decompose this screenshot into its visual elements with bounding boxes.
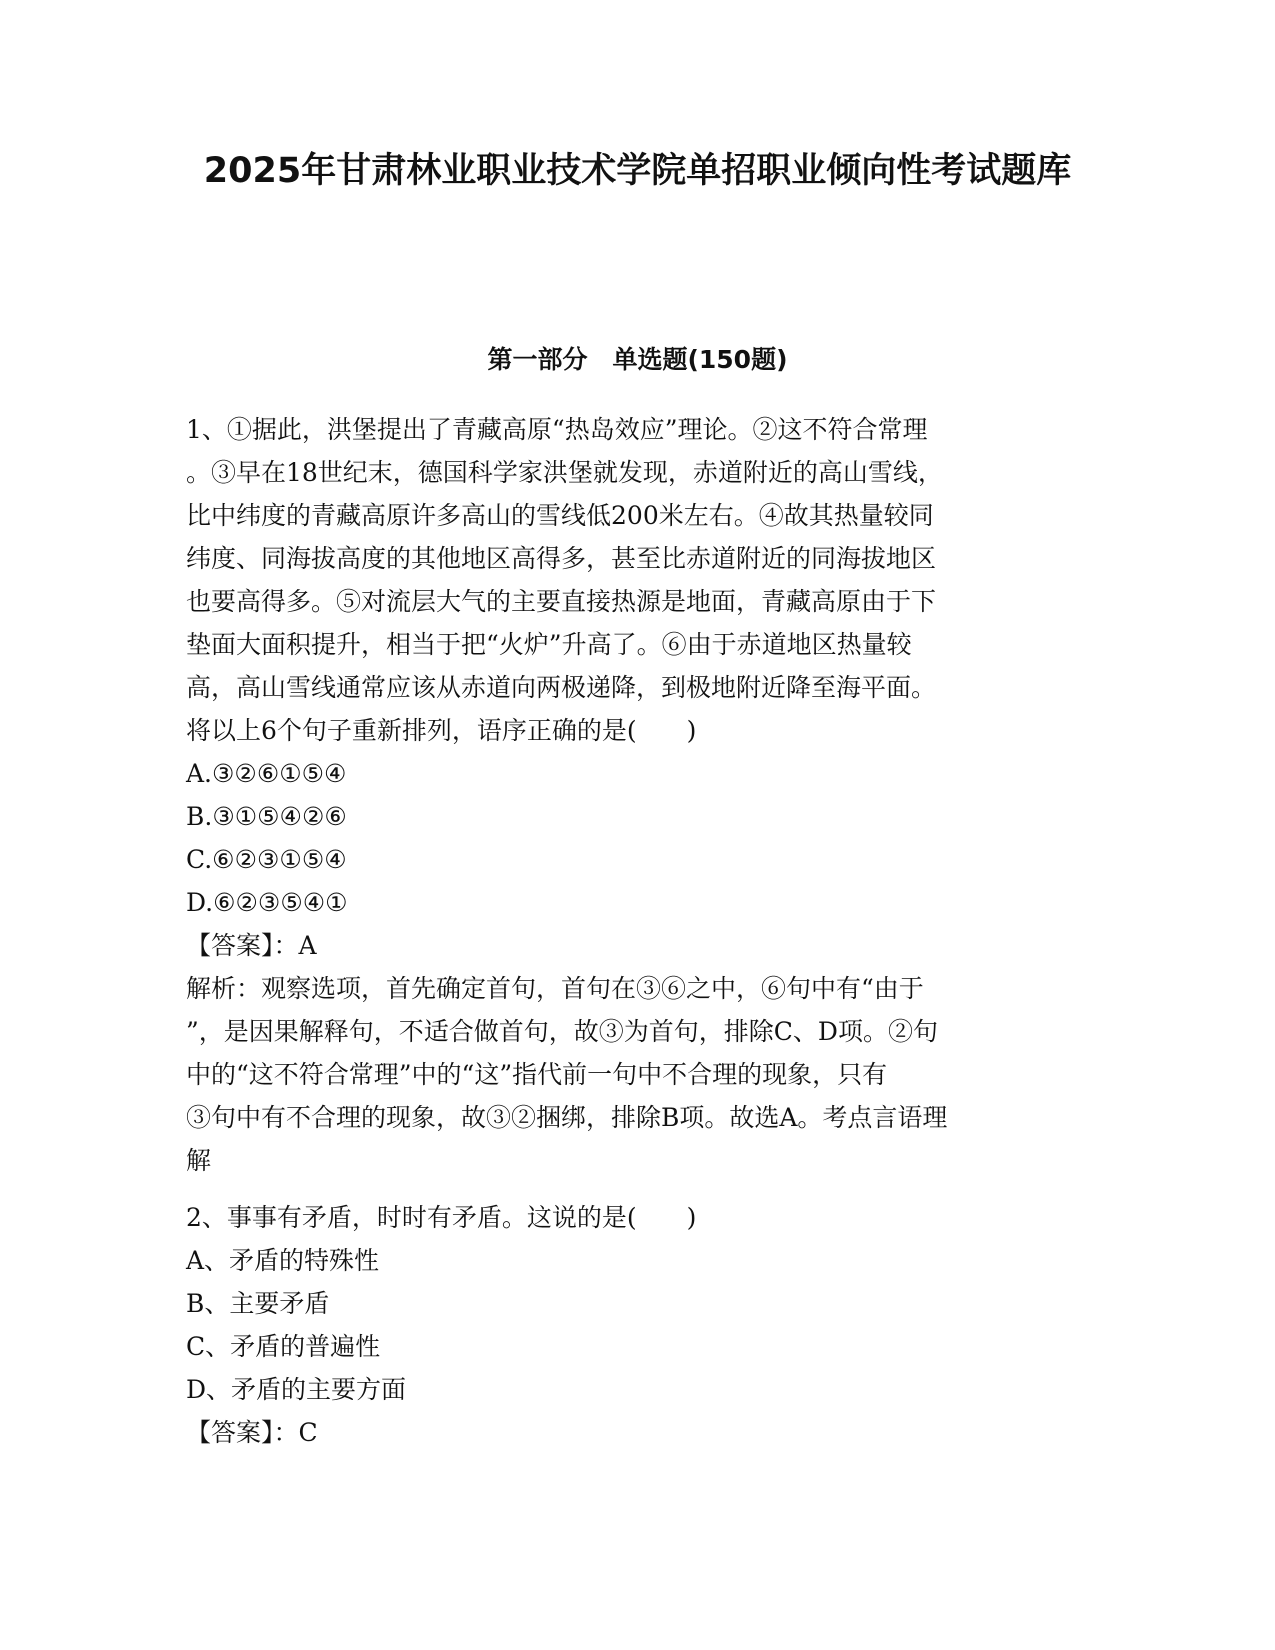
option-c: C、矛盾的普遍性 — [186, 1332, 381, 1361]
question-2-options — [186, 1239, 1086, 1411]
option-c: C.⑥②③①⑤④ — [186, 845, 347, 874]
text-line: 纬度、同海拔高度的其他地区高得多，甚至比赤道附近的同海拔地区 — [186, 544, 937, 573]
question-1-analysis — [186, 967, 1086, 1182]
text-line: 1、①据此，洪堡提出了青藏高原“热岛效应”理论。②这不符合常理 — [186, 415, 928, 444]
question-1-options — [186, 752, 1086, 924]
text-line: 。③早在18世纪末，德国科学家洪堡就发现，赤道附近的高山雪线， — [186, 458, 943, 487]
option-a: A.③②⑥①⑤④ — [186, 759, 347, 788]
text-line: ③句中有不合理的现象，故③②捆绑，排除B项。故选A。考点言语理 — [186, 1103, 948, 1132]
text-line: 中的“这不符合常理”中的“这”指代前一句中不合理的现象，只有 — [186, 1060, 888, 1089]
text-line: 垫面大面积提升，相当于把“火炉”升高了。⑥由于赤道地区热量较 — [186, 630, 912, 659]
question-1-answer: 【答案】：A — [186, 931, 317, 960]
text-line: 高，高山雪线通常应该从赤道向两极递降，到极地附近降至海平面。 — [186, 673, 937, 702]
document-title: 2025年甘肃林业职业技术学院单招职业倾向性考试题库 — [203, 151, 1072, 191]
text-line: 解析：观察选项，首先确定首句，首句在③⑥之中，⑥句中有“由于 — [186, 974, 924, 1003]
option-b: B、主要矛盾 — [186, 1289, 330, 1318]
text-line: 将以上6个句子重新排列，语序正确的是( ) — [186, 716, 697, 745]
option-b: B.③①⑤④②⑥ — [186, 802, 347, 831]
question-2 — [186, 1196, 1086, 1454]
option-d: D、矛盾的主要方面 — [186, 1375, 407, 1404]
document-body — [186, 408, 1086, 1454]
question-1 — [186, 408, 1086, 1182]
question-2-answer: 【答案】：C — [186, 1418, 318, 1447]
option-d: D.⑥②③⑤④① — [186, 888, 348, 917]
option-a: A、矛盾的特殊性 — [186, 1246, 380, 1275]
text-line: 也要高得多。⑤对流层大气的主要直接热源是地面，青藏高原由于下 — [186, 587, 937, 616]
text-line: 比中纬度的青藏高原许多高山的雪线低200米左右。④故其热量较同 — [186, 501, 934, 530]
question-1-stem — [186, 408, 1086, 752]
text-line: ”，是因果解释句，不适合做首句，故③为首句，排除C、D项。②句 — [186, 1017, 938, 1046]
section-title: 第一部分 单选题(150题) — [487, 345, 788, 374]
question-2-stem: 2、事事有矛盾，时时有矛盾。这说的是( ) — [186, 1203, 697, 1232]
question-spacer — [186, 1182, 1086, 1196]
text-line: 解 — [186, 1146, 212, 1175]
